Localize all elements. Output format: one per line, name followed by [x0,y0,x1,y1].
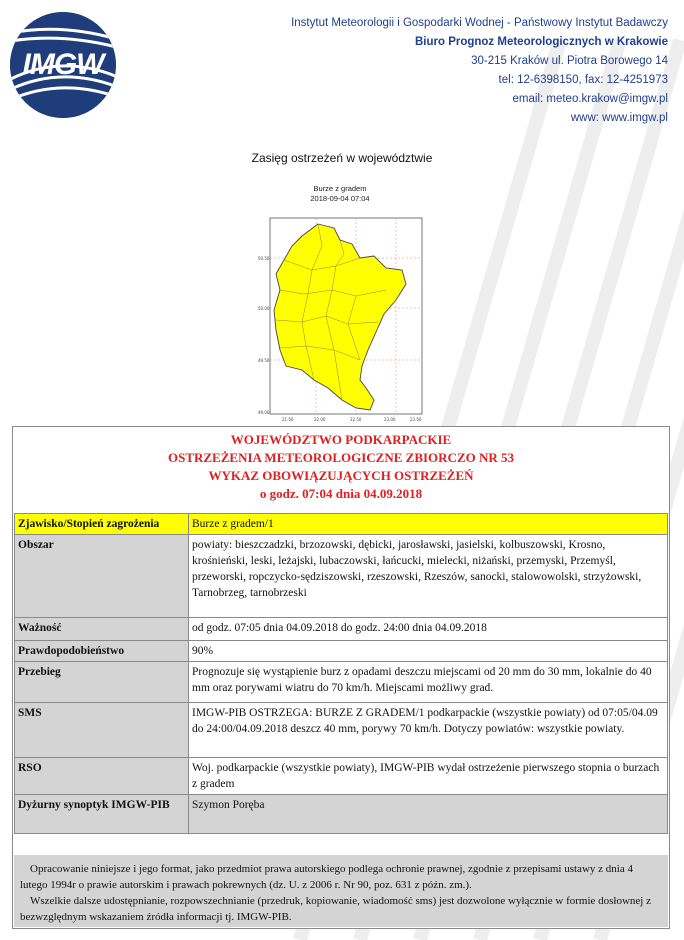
row-label: Obszar [15,535,189,618]
table-row [15,758,668,795]
lat-tick-label: 49.50 [258,358,270,363]
table-row [15,535,668,618]
email-link[interactable]: email: meteo.krakow@imgw.pl [512,93,668,105]
row-value: IMGW-PIB OSTRZEGA: BURZE Z GRADEM/1 podkarpackie (wszystkie powiaty) od 07:05/04.09 do 24:00/04.09.2018 deszcz 40 mm, porywy 70 km/h. Dotyczy powiatów: wszystkie powiaty. [189,703,668,758]
map-caption-title: Burze z gradem [313,184,367,193]
row-value: od godz. 07:05 dnia 04.09.2018 do godz. 24:00 dnia 04.09.2018 [189,618,668,641]
table-row [15,641,668,662]
table-row [15,703,668,758]
lat-tick-label: 50.00 [258,306,270,311]
row-label: Prawdopodobieństwo [15,641,189,662]
map-section-title: Zasięg ostrzeżeń w województwie [251,151,433,165]
lon-tick-label: 22.00 [314,417,326,422]
map-caption-date: 2018-09-04 07:04 [310,194,370,203]
website-link[interactable]: www: www.imgw.pl [570,112,668,124]
lon-tick-label: 23.50 [410,417,422,422]
address: 30-215 Kraków ul. Piotra Borowego 14 [471,55,668,67]
table-row [15,795,668,834]
logo-text: IMGW [22,48,104,81]
institute-name: Instytut Meteorologii i Gospodarki Wodnej - Państwowy Instytut Badawczy [291,17,668,29]
institute-header [291,14,668,128]
row-label: Zjawisko/Stopień zagrożenia [15,514,189,535]
row-value: Szymon Poręba [189,795,668,834]
table-row [15,662,668,703]
voivodeship-title: WOJEWÓDZTWO PODKARPACKIE [230,432,452,447]
lat-tick-label: 50.50 [258,256,270,261]
row-value: powiaty: bieszczadzki, brzozowski, dębicki, jarosławski, jasielski, kolbuszowski, Krosno, krośnieński, leski, leżajski, lubaczowski, łańcucki, mielecki, niżański, przemyski, Przemyśl, przeworski, ropczycko-sędziszowski, rzeszowski, Rzeszów, sanocki, stalowowolski, strzyżowski, Tarnobrzeg, tarnobrzeski [189,535,668,618]
copyright-footer [14,855,668,927]
map-caption [270,184,410,204]
distribution-note: Wszelkie dalsze udostępnianie, rozpowszechnianie (przedruk, kopiowanie, wiadomość sms) jest dozwolone wyłącznie w formie dosłownej z bezwzględnym wskazaniem źródła informacji tj. IMGW-PIB. [20,895,651,923]
lat-tick-label: 49.00 [258,410,270,415]
row-label: SMS [15,703,189,758]
imgw-logo-icon [10,12,116,118]
warning-map [256,210,428,424]
row-value: Burze z gradem/1 [189,514,668,535]
active-warnings-title: WYKAZ OBOWIĄZUJĄCYCH OSTRZEŻEŃ [208,468,474,483]
office-name: Biuro Prognoz Meteorologicznych w Krakowie [414,36,668,48]
row-value: 90% [189,641,668,662]
collective-warnings-title: OSTRZEŻENIA METEOROLOGICZNE ZBIORCZO NR 53 [167,450,515,465]
warning-table [14,513,668,834]
phone-fax: tel: 12-6398150, fax: 12-4251973 [498,74,668,86]
table-row [15,514,668,535]
table-row [15,618,668,641]
lon-tick-label: 23.00 [384,417,396,422]
row-value: Prognozuje się wystąpienie burz z opadami deszczu miejscami od 20 mm do 30 mm, lokalnie do 40 mm oraz porywami wiatru do 70 km/h. Miejscami możliwy grad. [189,662,668,703]
copyright-note: Opracowanie niniejsze i jego format, jako przedmiot prawa autorskiego podlega ochronie prawnej, zgodnie z przepisami ustawy z dnia 4 lutego 1994r o prawie autorskim i prawach pokrewnych (dz. U. z 2006 r. Nr 90, poz. 631 z późn. zm.). [20,863,633,891]
lon-tick-label: 22.50 [350,417,362,422]
row-label: Ważność [15,618,189,641]
lon-tick-label: 21.50 [282,417,294,422]
row-label: RSO [15,758,189,795]
warning-title [13,427,669,513]
row-value: Woj. podkarpackie (wszystkie powiaty), IMGW-PIB wydał ostrzeżenie pierwszego stopnia o burzach z gradem [189,758,668,795]
warning-report [12,426,670,929]
issue-time: o godz. 07:04 dnia 04.09.2018 [259,486,423,501]
row-label: Przebieg [15,662,189,703]
row-label: Dyżurny synoptyk IMGW-PIB [15,795,189,834]
